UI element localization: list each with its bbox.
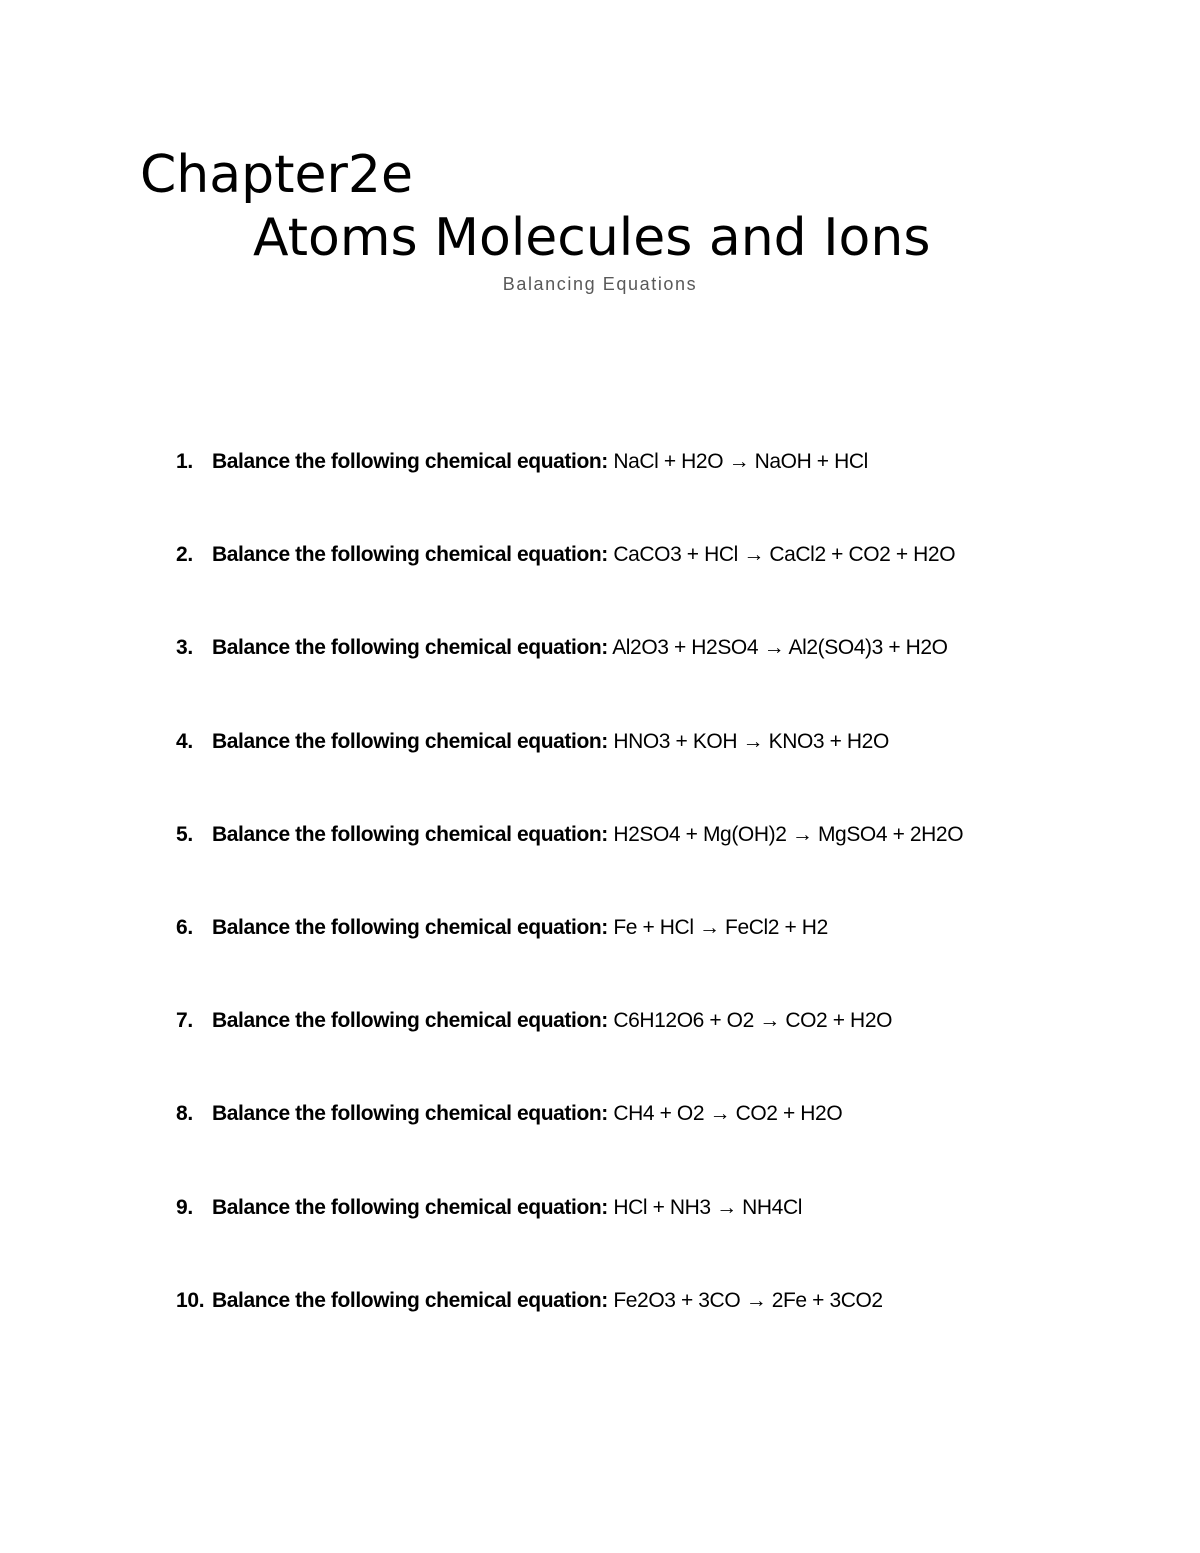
- question-prompt: Balance the following chemical equation:: [212, 543, 608, 567]
- question-number: 8.: [176, 1102, 193, 1126]
- question-prompt: Balance the following chemical equation:: [212, 822, 608, 846]
- question-prompt: Balance the following chemical equation:: [212, 915, 608, 939]
- question-number: 5.: [176, 822, 193, 846]
- question-text: [212, 634, 948, 662]
- chemical-equation: NaCl + H2O → NaOH + HCl: [613, 450, 868, 473]
- chemical-equation: Fe + HCl → FeCl2 + H2: [613, 915, 828, 939]
- chemical-equation: Fe2O3 + 3CO → 2Fe + 3CO2: [613, 1288, 883, 1312]
- question-prompt: Balance the following chemical equation:: [212, 1195, 608, 1219]
- page-title: Atoms Molecules and Ions: [253, 208, 931, 268]
- chemical-equation: HCl + NH3 → NH4Cl: [613, 1195, 802, 1219]
- question-number: 6.: [176, 915, 193, 939]
- question-number: 7.: [176, 1009, 193, 1033]
- question-text: [212, 1100, 842, 1128]
- question-text: [212, 914, 828, 942]
- question-prompt: Balance the following chemical equation:: [212, 729, 608, 753]
- question-prompt: Balance the following chemical equation:: [212, 636, 608, 660]
- chemical-equation: Al2O3 + H2SO4 → Al2(SO4)3 + H2O: [612, 636, 948, 660]
- question-number: 1.: [176, 450, 193, 473]
- chemical-equation: CaCO3 + HCl → CaCl2 + CO2 + H2O: [613, 543, 956, 567]
- question-number: 2.: [176, 543, 193, 567]
- question-prompt: Balance the following chemical equation:: [212, 1102, 608, 1126]
- chemical-equation: CH4 + O2 → CO2 + H2O: [613, 1102, 843, 1126]
- chemical-equation: C6H12O6 + O2 → CO2 + H2O: [613, 1009, 893, 1033]
- question-text: [212, 728, 889, 756]
- chemical-equation: HNO3 + KOH → KNO3 + H2O: [613, 729, 889, 753]
- question-text: [212, 1007, 892, 1035]
- question-number: 3.: [176, 636, 193, 660]
- question-text: [212, 448, 868, 476]
- question-prompt: Balance the following chemical equation:: [212, 1009, 608, 1033]
- question-number: 4.: [176, 729, 193, 753]
- question-text: [212, 541, 955, 569]
- chemical-equation: H2SO4 + Mg(OH)2 → MgSO4 + 2H2O: [613, 822, 964, 846]
- question-text: [212, 1287, 883, 1315]
- question-number: 9.: [176, 1195, 193, 1219]
- question-prompt: Balance the following chemical equation:: [212, 1288, 608, 1312]
- chapter-heading: Chapter2e: [140, 145, 413, 205]
- question-number: 10.: [176, 1288, 205, 1312]
- question-text: [212, 821, 963, 849]
- page-subtitle: Balancing Equations: [502, 274, 698, 294]
- question-prompt: Balance the following chemical equation:: [212, 450, 608, 473]
- question-text: [212, 1194, 802, 1222]
